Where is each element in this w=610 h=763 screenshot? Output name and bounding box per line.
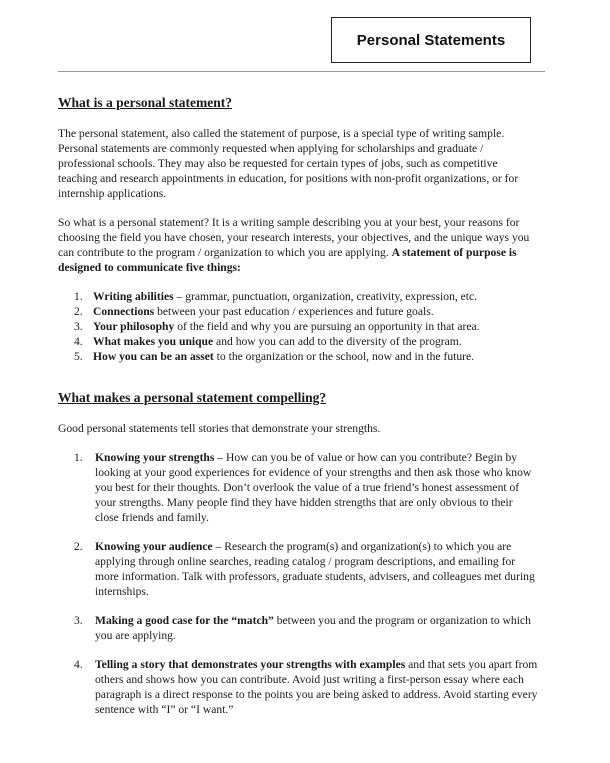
page-title: Personal Statements xyxy=(356,31,506,49)
compelling-list xyxy=(58,450,538,717)
list-item xyxy=(58,539,538,599)
list-item xyxy=(58,304,538,319)
list-item xyxy=(58,289,538,304)
list-number: 3. xyxy=(74,320,83,333)
list-item xyxy=(58,657,538,717)
list-item-bold: Writing abilities xyxy=(93,290,174,303)
definition-paragraph xyxy=(58,215,538,275)
list-item xyxy=(58,319,538,334)
compelling-intro: Good personal statements tell stories that demonstrate your strengths. xyxy=(58,422,381,435)
list-number: 5. xyxy=(74,350,83,363)
list-number: 4. xyxy=(74,658,83,671)
list-item-text: – Research the program(s) and organization(s) to which you are applying through online searches, reading catalog / program descriptions, and emailing for more information. Talk with professors, graduate students, advisers, and colleagues met during internships. xyxy=(95,540,535,598)
list-item-bold: Knowing your strengths xyxy=(95,451,215,464)
list-item xyxy=(58,334,538,349)
list-item xyxy=(58,613,538,643)
list-item-text: – How can you be of value or how can you contribute? Begin by looking at your good experiences for evidence of your strengths and then ask those who know you best for their thoughts. Don’t overlook the value of a true friend’s honest assessment of your strengths. Many people find they have hidden strengths that are only obvious to their close friends and family. xyxy=(95,451,532,524)
list-number: 4. xyxy=(74,335,83,348)
list-item-text: – grammar, punctuation, organization, creativity, expression, etc. xyxy=(173,290,478,303)
list-item-text: of the field and why you are pursuing an opportunity in that area. xyxy=(174,320,480,333)
list-item xyxy=(58,450,538,525)
list-item-bold: Connections xyxy=(93,305,155,318)
list-item-bold: How you can be an asset xyxy=(93,350,214,363)
five-things-list xyxy=(58,289,538,364)
list-number: 2. xyxy=(74,540,83,553)
list-item-text: and that sets you apart from others and shows how you can contribute. Avoid just writing a first-person essay where each paragraph is a direct response to the points you are being asked to address. Avoid starting every sentence with “I” or “I want.” xyxy=(95,658,538,716)
list-item-bold: Making a good case for the “match” xyxy=(95,614,274,627)
list-number: 3. xyxy=(74,614,83,627)
list-item-text: between you and the program or organization to which you are applying. xyxy=(95,614,531,642)
list-number: 1. xyxy=(74,451,83,464)
list-number: 2. xyxy=(74,305,83,318)
list-item-bold: Telling a story that demonstrates your strengths with examples xyxy=(95,658,406,671)
list-item-text: between your past education / experiences and future goals. xyxy=(154,305,434,318)
definition-bold-text: A statement of purpose is designed to communicate five things: xyxy=(58,246,517,274)
page-title-box xyxy=(331,17,531,63)
list-number: 1. xyxy=(74,290,83,303)
list-item-bold: Your philosophy xyxy=(93,320,175,333)
list-item-text: to the organization or the school, now and in the future. xyxy=(213,350,475,363)
section-heading-what-is: What is a personal statement? xyxy=(58,95,232,110)
intro-paragraph: The personal statement, also called the statement of purpose, is a special type of writing sample. Personal statements are commonly requested when applying for scholarships and graduate / professional schools. They may also be requested for certain types of jobs, such as competitive teaching and research appointments in education, for positions with non-profit organizations, or for internship applications. xyxy=(58,127,519,200)
list-item xyxy=(58,349,538,364)
list-item-bold: Knowing your audience xyxy=(95,540,213,553)
list-item-text: and how you can add to the diversity of the program. xyxy=(213,335,462,348)
header-divider xyxy=(58,71,545,72)
document-body xyxy=(58,95,538,731)
definition-text: So what is a personal statement? It is a writing sample describing you at your best, your reasons for choosing the field you have chosen, your research interests, your objectives, and the unique ways you can contribute to the program / organization to which you are applying. xyxy=(58,216,530,259)
section-heading-compelling: What makes a personal statement compelling? xyxy=(58,390,327,405)
list-item-bold: What makes you unique xyxy=(93,335,214,348)
